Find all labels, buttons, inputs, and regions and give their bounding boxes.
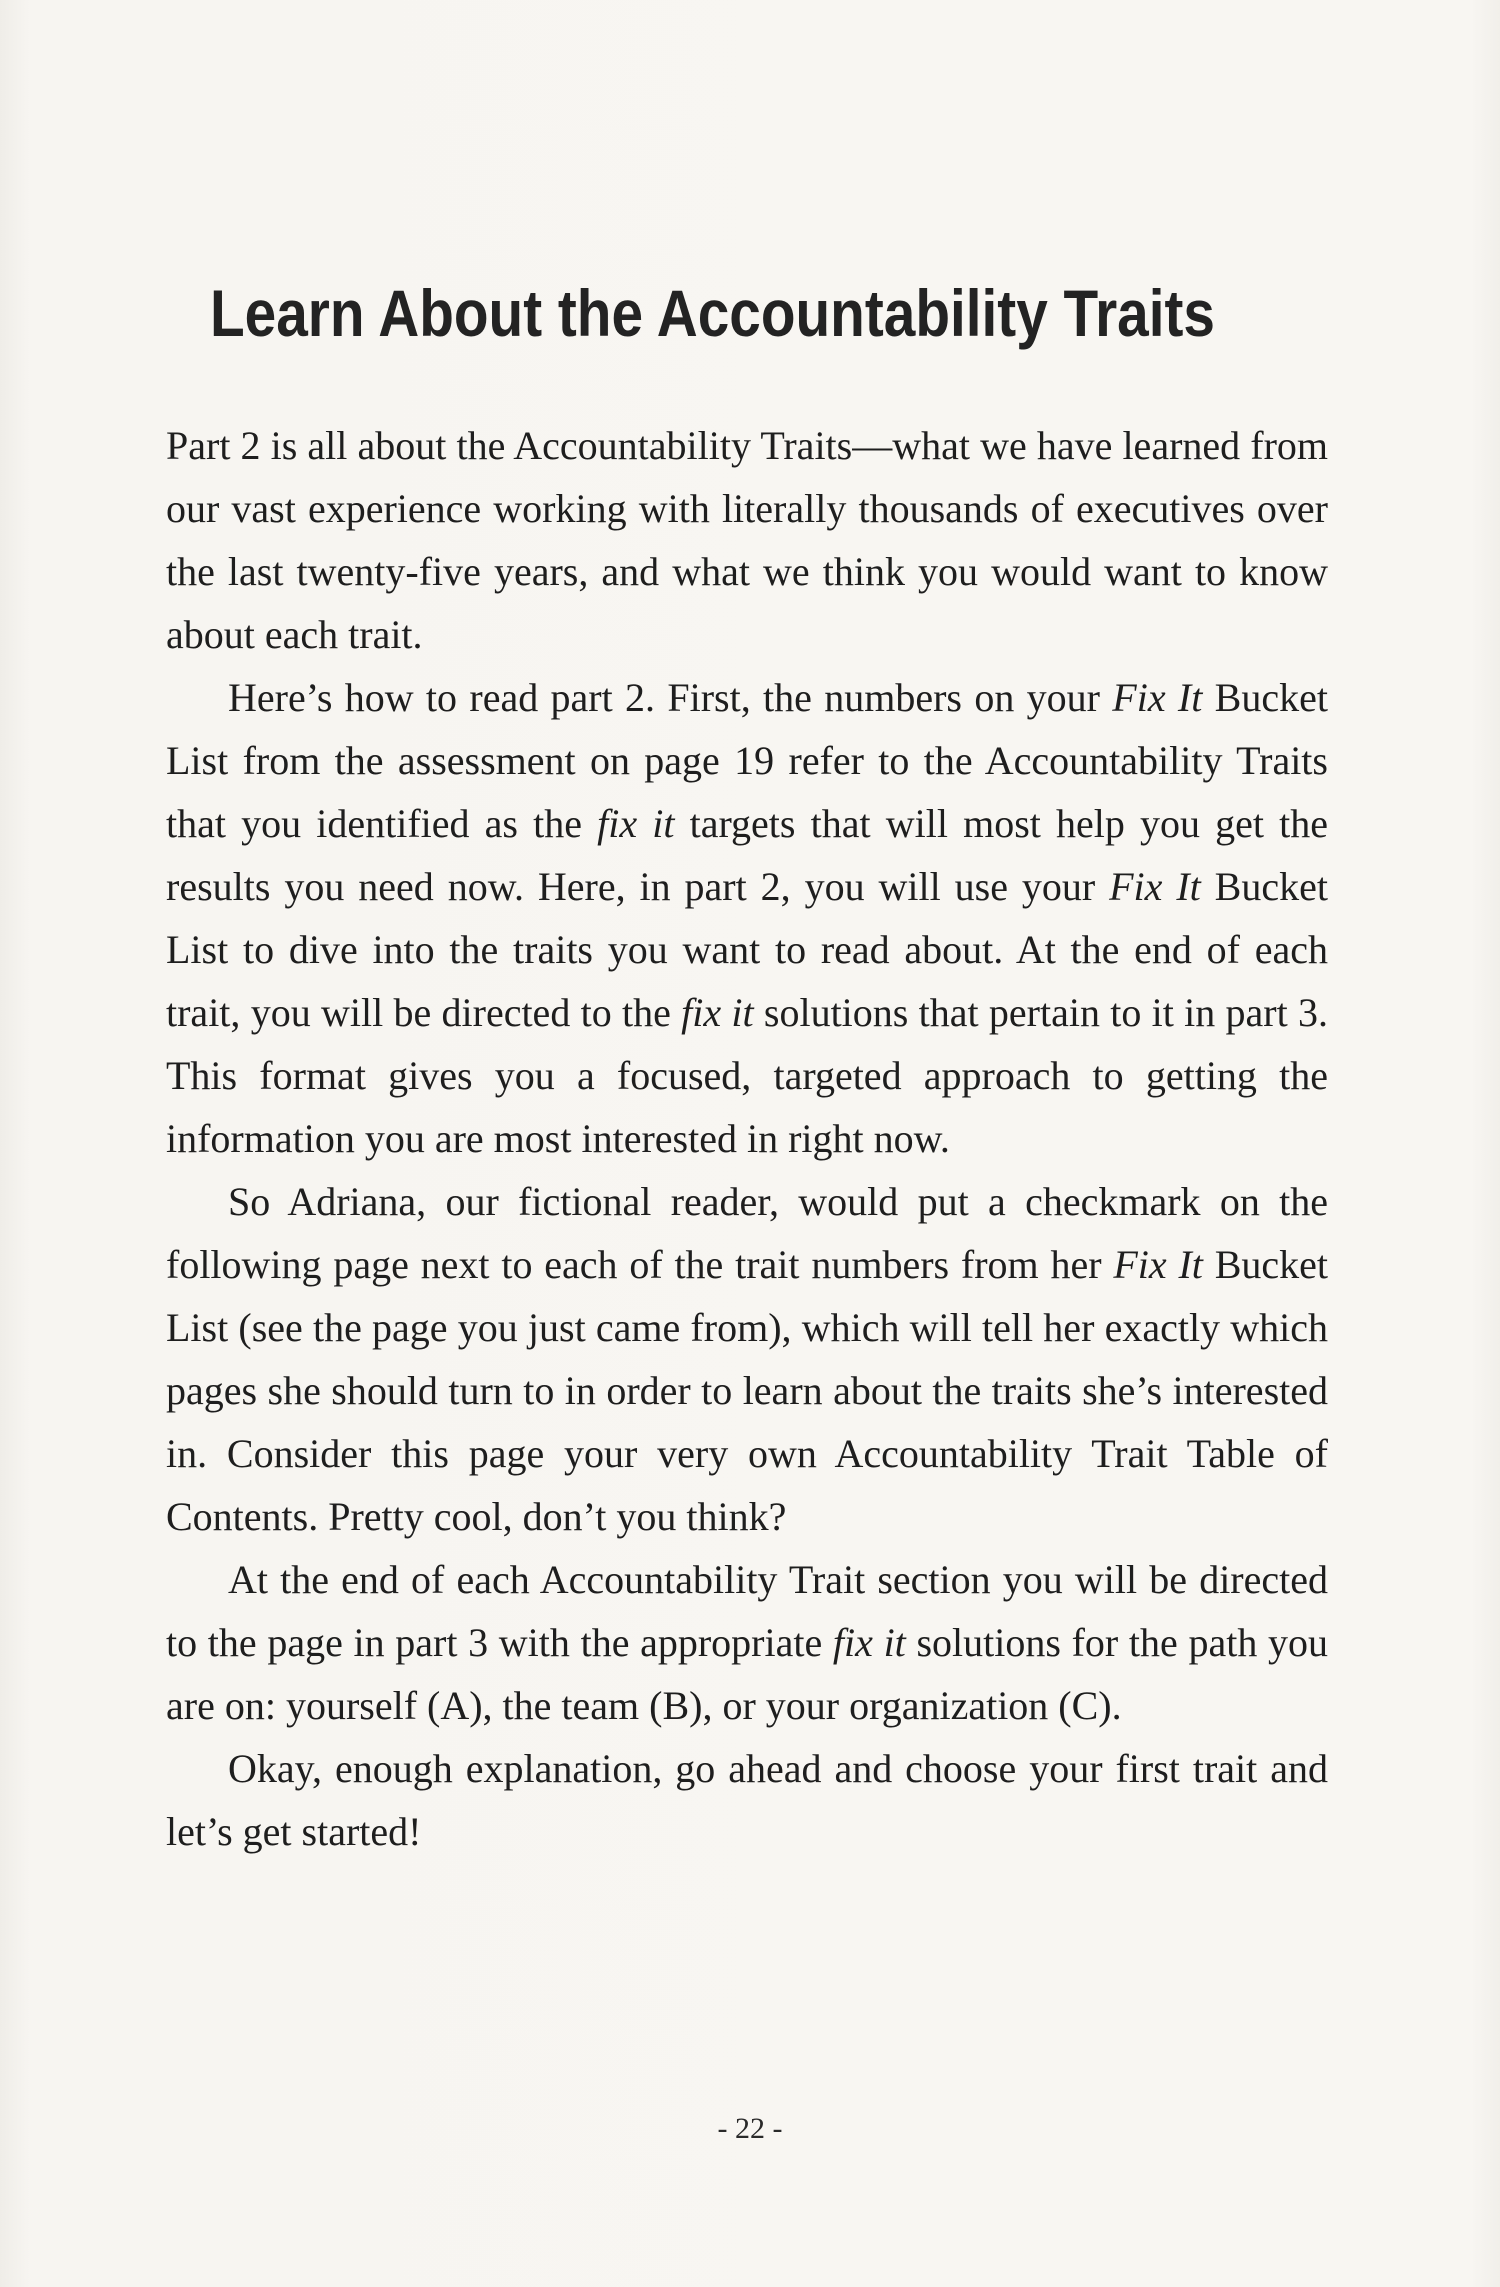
paragraph-text: Bucket List from the assessment on page 19 refer to the Accountability Traits that you identified as the bbox=[166, 675, 1328, 846]
page-title: Learn About the Accountability Traits bbox=[210, 276, 1215, 350]
italic-text: Fix It bbox=[1112, 675, 1203, 720]
paragraph-text: solutions for the path you are on: yourself (A), the team (B), or your organization (C). bbox=[166, 1620, 1328, 1728]
paragraph-text: Bucket List to dive into the traits you want to read about. At the end of each trait, you will be directed to the bbox=[166, 864, 1328, 1035]
italic-text: Fix It bbox=[1113, 1242, 1203, 1287]
paragraph bbox=[166, 1548, 1328, 1737]
italic-text: fix it bbox=[681, 990, 754, 1035]
paragraph-text: Here’s how to read part 2. First, the numbers on your bbox=[228, 675, 1113, 720]
paragraph-text: Part 2 is all about the Accountability Traits—what we have learned from our vast experience working with literally thousands of executives over the last twenty-five years, and what we think you would want to know about each trait. bbox=[166, 423, 1328, 657]
italic-text: fix it bbox=[597, 801, 675, 846]
italic-text: fix it bbox=[832, 1620, 906, 1665]
paragraph bbox=[166, 414, 1328, 666]
paragraph-text: So Adriana, our fictional reader, would put a checkmark on the following page next to each of the trait numbers from her bbox=[166, 1179, 1328, 1287]
paragraph-text: Okay, enough explanation, go ahead and choose your first trait and let’s get started! bbox=[166, 1746, 1328, 1854]
paragraph-text: Bucket List (see the page you just came from), which will tell her exactly which pages she should turn to in order to learn about the traits she’s interested in. Consider this page your very own Accountability Trait Table of Contents. Pretty cool, don’t you think? bbox=[166, 1242, 1328, 1539]
paragraph bbox=[166, 1170, 1328, 1548]
italic-text: Fix It bbox=[1109, 864, 1201, 909]
paragraph-text: At the end of each Accountability Trait section you will be directed to the page in part 3 with the appropriate bbox=[166, 1557, 1328, 1665]
paragraph bbox=[166, 1737, 1328, 1863]
page-number: - 22 - bbox=[717, 2112, 783, 2145]
body-text bbox=[166, 414, 1328, 1863]
paragraph-text: solutions that pertain to it in part 3. This format gives you a focused, targeted approach to getting the information you are most interested in right now. bbox=[166, 990, 1328, 1161]
paragraph bbox=[166, 666, 1328, 1170]
paragraph-text: targets that will most help you get the results you need now. Here, in part 2, you will use your bbox=[166, 801, 1328, 909]
